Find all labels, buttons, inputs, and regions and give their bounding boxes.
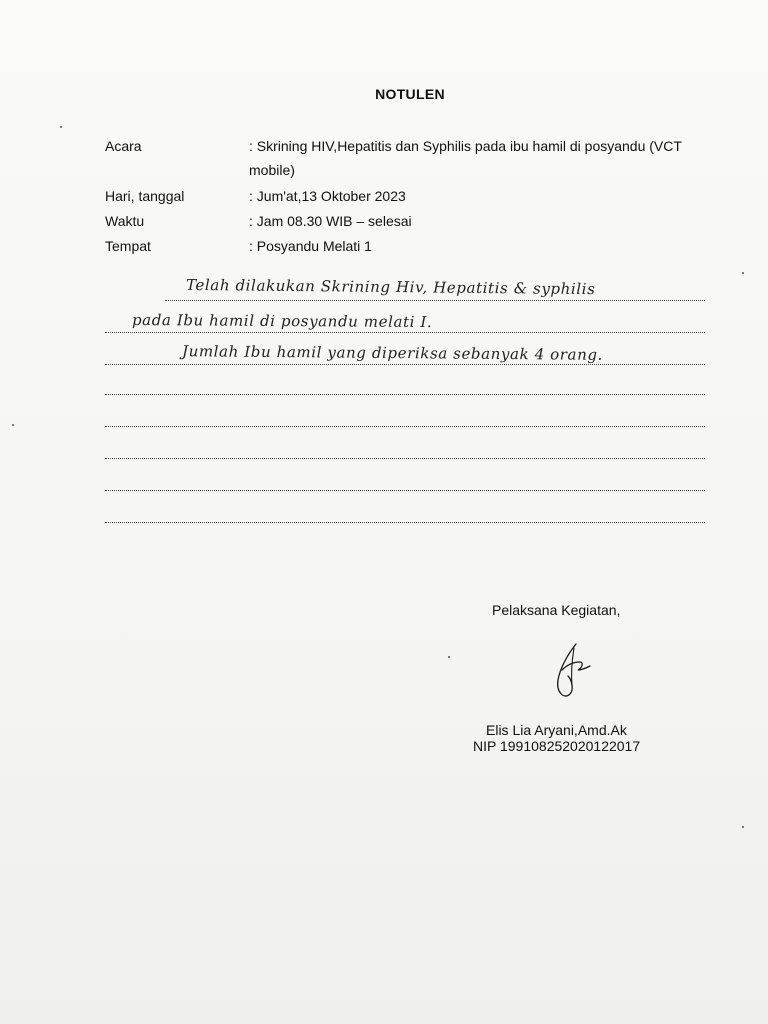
dotted-line: [105, 394, 705, 395]
dotted-line: [105, 458, 705, 459]
scan-speck: [742, 826, 744, 828]
signatory-nip: NIP 199108252020122017: [473, 738, 641, 754]
scan-speck: [12, 424, 14, 426]
field-label: Acara: [105, 138, 142, 154]
scan-speck: [448, 656, 450, 658]
document-title: NOTULEN: [375, 86, 445, 102]
dotted-line: [105, 426, 705, 427]
handwritten-note-line-2: pada Ibu hamil di posyandu melati I.: [131, 310, 433, 332]
dotted-line: [165, 300, 705, 301]
signatory-name: Elis Lia Aryani,Amd.Ak: [486, 722, 627, 738]
handwritten-signature: [538, 640, 598, 710]
dotted-line: [105, 490, 705, 491]
field-value: : Jum'at,13 Oktober 2023: [249, 188, 406, 204]
field-label: Hari, tanggal: [105, 188, 185, 204]
handwritten-note-line-1: Telah dilakukan Skrining Hiv, Hepatitis & syphilis: [185, 275, 596, 299]
handwritten-note-line-3: Jumlah Ibu hamil yang diperiksa sebanyak 4 orang.: [181, 342, 604, 364]
field-label: Tempat: [105, 238, 151, 254]
field-value: : Skrining HIV,Hepatitis dan Syphilis pada ibu hamil di posyandu (VCT mobile): [249, 138, 682, 178]
field-value: : Posyandu Melati 1: [249, 238, 372, 254]
signature-role: Pelaksana Kegiatan,: [492, 602, 621, 618]
dotted-line: [105, 522, 705, 523]
dotted-line: [105, 364, 705, 365]
dotted-line: [105, 332, 705, 333]
scan-speck: [742, 272, 744, 274]
field-label: Waktu: [105, 213, 145, 229]
field-value: : Jam 08.30 WIB – selesai: [249, 213, 412, 229]
scan-speck: [60, 126, 62, 128]
